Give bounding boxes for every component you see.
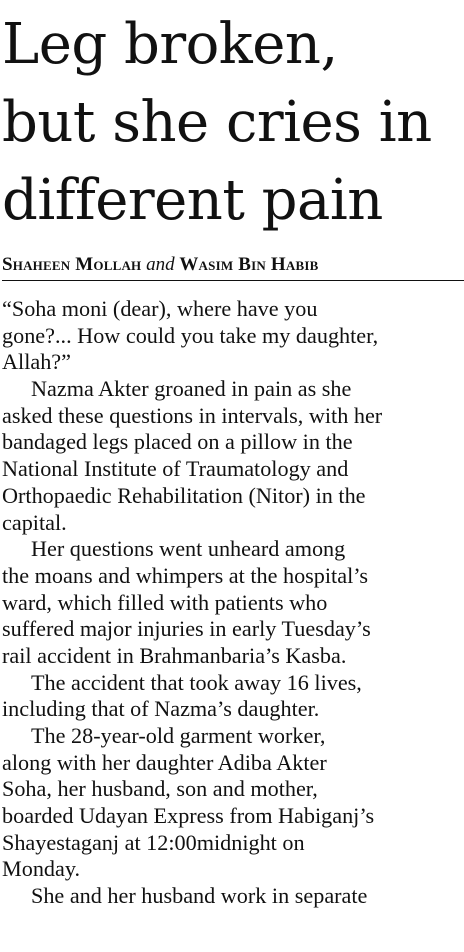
article-line: suffered major injuries in early Tuesday’s <box>2 616 371 642</box>
byline-conjunction: and <box>146 254 175 275</box>
article-line: the moans and whimpers at the hospital’s <box>2 562 369 588</box>
article-line: capital. <box>2 509 67 535</box>
article-line: Monday. <box>2 856 81 882</box>
author-name: Shaheen Mollah <box>2 254 142 275</box>
article-line: Allah?” <box>2 349 71 375</box>
article-line: rail accident in Brahmanbaria’s Kasba. <box>2 642 347 668</box>
paragraph-first-line: The 28-year-old garment worker, <box>31 723 326 748</box>
article-line: boarded Udayan Express from Habiganj’s <box>2 803 375 829</box>
article-line: gone?... How could you take my daughter, <box>2 322 379 348</box>
article-line: National Institute of Traumatology and <box>2 456 349 482</box>
headline-line: Leg broken, <box>2 12 338 77</box>
headline-line: different pain <box>2 168 383 233</box>
byline <box>2 254 464 281</box>
article-line: bandaged legs placed on a pillow in the <box>2 429 353 455</box>
paragraph-first-line: The accident that took away 16 lives, <box>31 669 362 695</box>
article-line: Soha, her husband, son and mother, <box>2 776 318 802</box>
headline <box>2 6 464 240</box>
article-line: ward, which filled with patients who <box>2 589 328 615</box>
headline-line: but she cries in <box>2 90 432 155</box>
author-name: Wasim Bin Habib <box>179 254 319 275</box>
article-line: along with her daughter Adiba Akter <box>2 749 327 775</box>
article-body <box>2 296 464 910</box>
article-line: Shayestaganj at 12:00midnight on <box>2 829 305 855</box>
article-line: asked these questions in intervals, with her <box>2 402 383 428</box>
article-line: Orthopaedic Rehabilitation (Nitor) in the <box>2 482 366 508</box>
article-line: including that of Nazma’s daughter. <box>2 696 320 722</box>
paragraph-first-line: Nazma Akter groaned in pain as she <box>31 376 352 402</box>
paragraph-first-line: She and her husband work in separate <box>31 883 368 909</box>
article-line: “Soha moni (dear), where have you <box>2 296 318 321</box>
paragraph-first-line: Her questions went unheard among <box>31 536 346 562</box>
